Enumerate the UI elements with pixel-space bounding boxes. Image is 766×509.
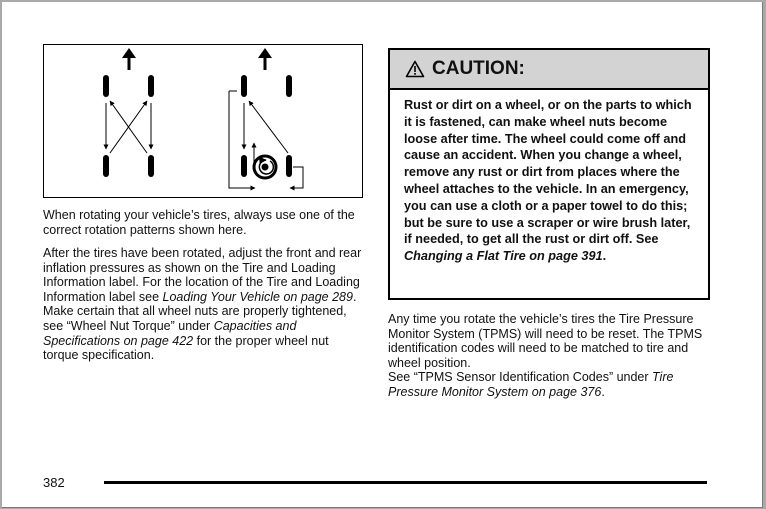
- tpms-paragraph: [388, 312, 718, 400]
- tpms-text-c: .: [601, 384, 605, 399]
- tire-rear-right: [148, 155, 154, 177]
- tire-front-right: [148, 75, 154, 97]
- inflation-text-b: . Make certain that all wheel nuts are properly tightened, see “Wheel Nut Torque” under: [43, 289, 357, 333]
- manual-page: [2, 2, 763, 508]
- inflation-text-c: for the proper wheel nut torque specification.: [43, 333, 329, 363]
- caution-text-b: .: [602, 249, 607, 264]
- tire-rear-left: [241, 155, 247, 177]
- rotation-pattern-spare: [229, 48, 303, 188]
- footer-rule: [104, 481, 707, 484]
- tire-rear-right: [286, 155, 292, 177]
- loading-vehicle-link[interactable]: Loading Your Vehicle on page 289: [162, 289, 353, 304]
- changing-flat-tire-link[interactable]: Changing a Flat Tire on page 391: [404, 249, 603, 264]
- caution-header: [390, 50, 708, 90]
- capacities-specifications-link[interactable]: Capacities and Specifications on page 422: [43, 318, 297, 348]
- tpms-text-b: See “TPMS Sensor Identification Codes” under: [388, 370, 653, 385]
- tire-front-left: [103, 75, 109, 97]
- tpms-text-a: Any time you rotate the vehicle’s tires the Tire Pressure Monitor System (TPMS) will need to be reset. The TPMS identification codes will need to be matched to tire and wheel position.: [388, 312, 703, 370]
- caution-title: CAUTION:: [432, 58, 525, 79]
- rotation-pattern-x: [103, 48, 154, 177]
- tire-rear-left: [103, 155, 109, 177]
- warning-triangle-icon: [405, 60, 425, 78]
- tire-front-right: [286, 75, 292, 97]
- tire-front-left: [241, 75, 247, 97]
- forward-arrow-icon: [122, 48, 136, 70]
- caution-body: [390, 90, 708, 265]
- forward-arrow-icon: [258, 48, 272, 70]
- tpms-link[interactable]: Tire Pressure Monitor System on page 376: [388, 370, 674, 399]
- inflation-paragraph: [43, 246, 363, 363]
- tire-rotation-diagram: [43, 44, 363, 198]
- rotation-intro-paragraph: When rotating your vehicle’s tires, always use one of the correct rotation patterns shown here.: [43, 208, 355, 237]
- tire-rotation-illustration: [44, 45, 362, 197]
- caution-box: [388, 48, 710, 300]
- caution-text-a: Rust or dirt on a wheel, or on the parts to which it is fastened, can make wheel nuts become loose after time. The wheel could come off and cause an accident. When you change a wheel, remove any rust or dirt from places where the wheel attaches to the vehicle. In an emergency, you can use a cloth or a paper towel to do this; but be sure to use a scraper or wire brush later, if needed, to get all the rust or dirt off. See: [404, 98, 692, 247]
- inflation-text-a: After the tires have been rotated, adjust the front and rear inflation pressures as shown on the Tire and Loading Information label. For the location of the Tire and Loading Information label see: [43, 246, 362, 304]
- page-number: 382: [43, 475, 65, 490]
